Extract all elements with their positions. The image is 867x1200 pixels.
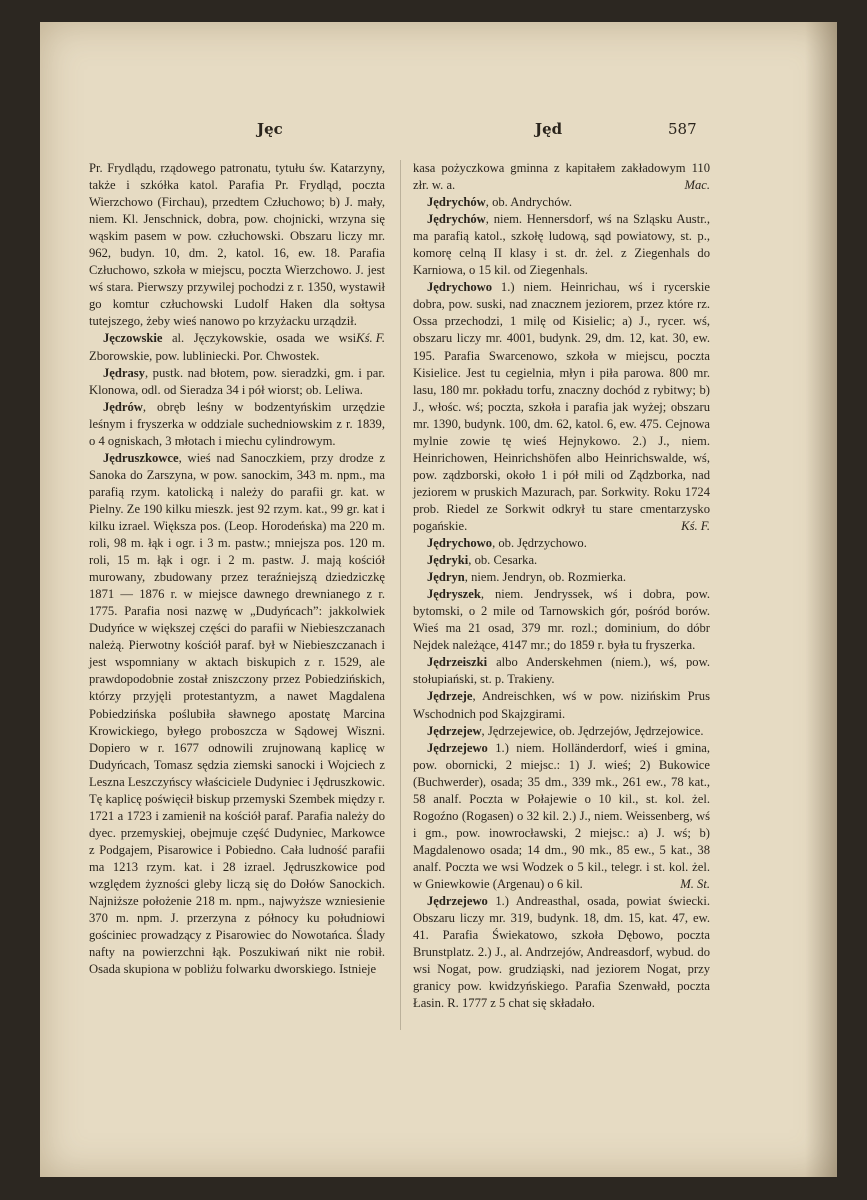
page-number: 587 <box>668 120 697 138</box>
entry-headword: Jędrzeje <box>427 689 473 704</box>
entry-continuation <box>413 160 710 194</box>
author-signature: Kś. F. <box>681 518 710 533</box>
entry-text: Pr. Frydlądu, rządowego patronatu, tytułu św. Katarzyny, także i szkółka katol. Parafia Pr. Frydląd, poczta Wierzchowo (Firchau), przedtem Człuchowo; b) J. mały, niem. Kl. Jenschnick, dobra, pow. chojnicki, wrzyna się wąskim pasem w pow. człuchowski. Obszaru liczy mr. 962, budyn. 10, dm. 2, katol. 16, ew. 18. Parafia Człuchowo, szkoła w miejscu, poczta Wierzchowo. J. jest wś stara. Pierwszy przywilej pochodzi z r. 1350, wystawił go komtur człuchowski Ludolf Haken dla sołtysa tutejszego, żeby wieś nanowo po krzyżacku urządził. <box>89 161 385 329</box>
entry <box>413 723 710 740</box>
entry <box>89 399 385 450</box>
entry <box>413 688 710 722</box>
entry <box>413 654 710 688</box>
entry <box>413 740 710 893</box>
entry-text: , Andreischken, wś w pow. nizińskim Prus Wschodnich pod Skajzgirami. <box>413 689 710 721</box>
entry-text: albo Anderskehmen (niem.), wś, pow. stołupiański, st. p. Trakieny. <box>413 655 710 687</box>
entry-text: , niem. Jendryn, ob. Rozmierka. <box>464 570 627 585</box>
entry <box>413 552 710 569</box>
entry <box>413 279 710 535</box>
entry-headword: Jęczowskie <box>103 331 163 346</box>
right-column <box>413 160 710 1012</box>
entry-text: kasa pożyczkowa gminna z kapitałem zakładowym 110 złr. w. a. <box>413 161 710 193</box>
entry-text: 1.) niem. Holländerdorf, wieś i gmina, pow. obornicki, 2 miejsc.: 1) J. wieś; 2) Bukowice (Buchwerder), osada; 35 dm., 339 mk., 261 ew., 78 kat., 58 analf. Poczta w Połajewie o 10 kil., st. kol. żel. Rogoźno (Rogasen) o 32 kil. 2.) J., niem. Weissenberg, wś i gm., pow. inowrocławski, 2 miejsc.: a) J. wś; b) Magdalenowo osada; 14 dm., 90 mk., 85 ew., 5 kat., 38 analf. Poczta we wsi Wodzek o 5 kil., telegr. i st. kol. żel. w Gniewkowie (Argenau) o 6 kil. <box>413 740 710 891</box>
entry-headword: Jędrzejew <box>427 723 482 738</box>
author-signature: Mac. <box>684 178 710 193</box>
entry <box>89 450 385 978</box>
entry-headword: Jędrychowo <box>427 536 493 551</box>
entry-headword: Jędryszek <box>427 587 481 602</box>
entry-text: , niem. Hennersdorf, wś na Szląsku Austr., ma parafią katol., szkołę ludową, sąd powiatowy, st. p., komorę celną II klasy i st. dr. żel. z Ziegenhals do Karniowa, o 15 kil. od Ziegenhals. <box>413 212 710 278</box>
author-signature: M. St. <box>680 876 710 891</box>
entry-headword: Jędruszkowce <box>103 450 179 465</box>
entry <box>413 535 710 552</box>
entry-headword: Jędryki <box>427 553 469 568</box>
entry-text: , pustk. nad błotem, pow. sieradzki, gm. i par. Klonowa, odl. od Sieradza 34 i pół wiorst; ob. Leliwa. <box>89 365 385 397</box>
entry-headword: Jędryn <box>427 570 465 585</box>
entry <box>413 194 710 211</box>
entry-headword: Jędrychów <box>427 212 486 227</box>
entry <box>413 569 710 586</box>
entry-text: , niem. Jendryssek, wś i dobra, pow. bytomski, o 2 mile od Tarnowskich gór, pośród borów. Wieś ma 21 osad, 379 mr. rozl.; dominium, do dóbr Nejdek należące, 4147 mr.; do 1859 r. była tu fryszerka. <box>413 587 710 653</box>
running-head-center: Jęd <box>535 120 563 138</box>
entry-headword: Jędrzeiszki <box>427 655 488 670</box>
entry-headword: Jędrzejewo <box>427 740 488 755</box>
running-head-left: Jęc <box>257 120 283 138</box>
entry-text: , wieś nad Sanoczkiem, przy drodze z Sanoka do Zarszyna, w pow. sanockim, 343 m. npm., ma parafią rzym. katolicką i należy do parafii gr. kat. w Pielny. Ze 190 kilku mieszk. jest 92 rzym. kat., 99 gr. kat i kilku izrael. Większa pos. (Leop. Horodeńska) ma 220 m. roli, 98 m. łąk i ogr. i 3 m. pastw.; mniejsza pos. 120 m. roli, 15 m. łąk i ogr. i 2 m. pastw. J. mają kościół murowany, zbudowany przez teraźniejszą dziedziczkę 1871 — 1876 r. w miejsce dawnego drewnianego z r. 1775. Parafia nosi nazwę w „Dudyńcach”: jakkolwiek Dudyńce w większej części do parafii w Niebieszczanach należą. Pierwotny kościół paraf. był w Niebieszczanach i jest wspomniany w aktach biskupich z r. 1529, ale prawdopodobnie został zniszczony przez Pobiedzińskich, którzy przyjęli protestantyzm, a nawet Magdalena Pobiedzińska poślubiła sławnego apostatę Marcina Krowickiego, byłego proboszcza w Sądowej Wiszni. Dopiero w r. 1677 odnowili zrujnowaną kaplicę w Dudyńcach, Tomasz sędzia ziemski sanocki i Wojciech z Leszna Leszczyńscy właściciele Dudyniec i Jędruszkowic. Tę kaplicę poświęcił biskup przemyski Szembek między r. 1721 a 1723 i zamienił na kościół paraf. Parafia należy do dyec. przemyskiej, obejmuje część Dudyniec, Markowce z Podgajem, Pisarowice i Pobiedno. Cała ludność parafii ma 1213 rzym. kat. i 28 izrael. Jędruszkowice pod względem żyzności gleby liczą się do Dołów Sanockich. Najniższe położenie 218 m. npm., najwyższe wzniesienie 370 m. npm. J. przerzyna z północy ku południowi gościniec prowadzący z Pisarowiec do Nowotańca. Ślady nafty na powierzchni łąk. Poszukiwań nikt nie robił. Osada skupiona w pobliżu folwarku dworskiego. Istnieje <box>89 450 385 977</box>
entry-text: , Jędrzejewice, ob. Jędrzejów, Jędrzejowice. <box>481 723 704 738</box>
entry <box>89 330 385 364</box>
entry-text: , obręb leśny w bodzentyńskim urzędzie leśnym i fryszerka w oddziale suchedniowskim z r. 1839, o 4 ogniskach, 3 młotach i miechu cylindrowym. <box>89 399 385 448</box>
entry-text: 1.) Andreasthal, osada, powiat świecki. Obszaru liczy mr. 319, budynk. 18, dm. 15, kat. 47, ew. 41. Parafia Świekatowo, szkoła Dębowo, poczta Brunstplatz. 2.) J., al. Andrzejów, Andreasdorf, wybud. do wsi Nogat, pow. grudziąski, nad jeziorem Nogat, przy granicy pow. kwidzyńskiego. Parafia Szenwałd, poczta Łasin. R. 1777 z 5 chat się składało. <box>413 894 710 1011</box>
entry <box>413 586 710 654</box>
left-column <box>89 160 385 978</box>
entry <box>413 893 710 1012</box>
entry-text: , ob. Jędrzychowo. <box>492 536 587 551</box>
entry <box>413 211 710 279</box>
entry-headword: Jędrasy <box>103 365 145 380</box>
entry <box>89 365 385 399</box>
entry-text: al. Jęczykowskie, osada we wsi Zborowskie, pow. lubliniecki. Por. Chwostek. <box>89 331 357 363</box>
entry-text: , ob. Andrychów. <box>485 195 573 210</box>
author-signature: Kś. F. <box>356 331 385 346</box>
entry-headword: Jędrzejewo <box>427 894 488 909</box>
entry-text: , ob. Cesarka. <box>468 553 538 568</box>
entry-headword: Jędrów <box>103 399 143 414</box>
entry-headword: Jędrychowo <box>427 280 493 295</box>
column-divider <box>400 160 401 1030</box>
entry-headword: Jędrychów <box>427 195 486 210</box>
entry-text: 1.) niem. Heinrichau, wś i rycerskie dobra, pow. suski, nad znacznem jeziorem, przez które rz. Ossa przechodzi, 1 milę od Kisielic; a) J., rycer. wś, obszaru liczy mr. 4001, budynk. 29, dm. 12, kat. 30, ew. 195. Parafia Swarcenowo, szkoła w miejscu, poczta Kisielice. Jest tu cegielnia, młyn i piła parowa. 800 mr. lasu, 180 mr. pokładu torfu, znaczny dochód z rybitwy; b) J., włośc. wś; poczta, szkoła i parafia jak wyżej; obszaru mr. 1390, budynk. 100, dm. 62, katol. 6, ew. 475. Cejnowa mylnie zowie tę wieś Hejnykowo. 2.) J., niem. Heinrichowen, Heinrichshöfen albo Heinrichswalde, wś, pow. ządzborski, około 1 i pół mili od Ządzborka, nad jeziorem w pruskich Mazurach, par. Sorkwity. Roku 1724 prob. Riedel ze Sorkwit odkrył tu stare cmentarzysko pogańskie. <box>413 280 710 533</box>
